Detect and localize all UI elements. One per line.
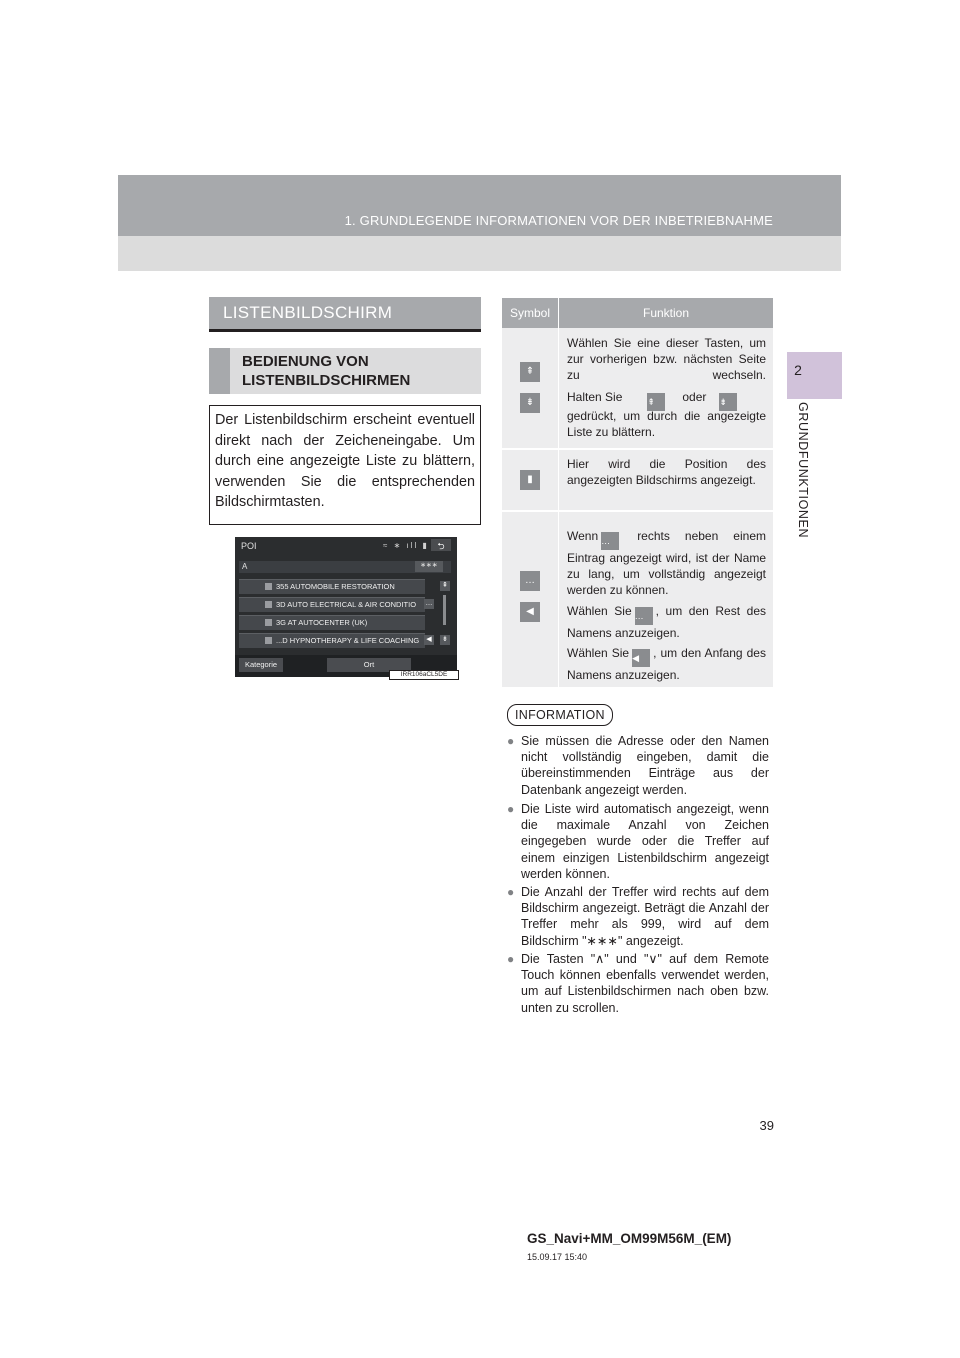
bullet-icon: ● (507, 952, 515, 966)
function-text-part: Wenn (567, 529, 599, 543)
function-text-part: Wählen Sie (567, 604, 632, 618)
subsection-title: BEDIENUNG VON LISTENBILDSCHIRMEN (242, 353, 411, 389)
list-item-text: 3D AUTO ELECTRICAL & AIR CONDITIO (276, 600, 417, 609)
page-down-icon: ⇟ (520, 393, 540, 413)
status-icons: ≈ ∗ ıll ▮ (383, 541, 429, 550)
column-symbol: Symbol (509, 306, 550, 320)
document-date: 15.09.17 15:40 (527, 1252, 588, 1262)
information-item (507, 951, 769, 1016)
list-item (239, 615, 425, 630)
page-up-icon: ⇞ (520, 362, 540, 382)
subsection-bar (209, 348, 230, 394)
page-down-icon: ⇟ (440, 635, 450, 645)
result-count: ∗∗∗ (415, 561, 443, 572)
information-item (507, 733, 769, 798)
page-number: 39 (759, 1118, 774, 1133)
poi-icon (265, 637, 272, 644)
function-text-part: oder (682, 390, 707, 404)
function-text-part: , um den Rest des Namens anzuzeigen. (567, 604, 766, 640)
table-row (502, 450, 773, 510)
column-function: Funktion (642, 306, 690, 320)
intro-text: Der Listenbildschirm erscheint eventuell direkt nach der Zeicheneingabe. Um durch eine angezeigte Liste zu blättern, verwenden Sie die entsprechenden Bildschirmtasten. (215, 412, 475, 510)
function-text-part: Halten Sie (567, 390, 623, 404)
information-text: Die Anzahl der Treffer wird rechts auf dem Bildschirm angezeigt. Beträgt die Anzahl der Treffer mehr als 999, wird auf dem Bildschirm "∗∗∗" angezeigt. (521, 885, 769, 948)
search-letter: A (242, 562, 248, 571)
bullet-icon: ● (507, 802, 515, 816)
list-item-text: ...D HYPNOTHERAPY & LIFE COACHING (276, 636, 420, 645)
function-text-part: rechts neben einem Eintrag angezeigt wird, ist der Name zu lang, um vollständig angezeigt werden zu können. (567, 529, 766, 597)
information-text: Sie müssen die Adresse oder den Namen nicht vollständig eingeben, damit die übereinstimmenden Einträge aus der Datenbank angezeigt werden. (521, 734, 769, 797)
function-text-part: Wählen Sie (567, 646, 630, 660)
list-header (239, 561, 451, 573)
symbol-cell (502, 512, 559, 687)
information-text: Die Tasten "∧" und "∨" auf dem Remote Touch können ebenfalls verwendet werden, um auf Listenbildschirmen nach oben bzw. unten zu scrollen. (521, 952, 769, 1015)
poi-icon (265, 583, 272, 590)
more-icon: … (425, 600, 433, 607)
category-button: Kategorie (239, 658, 283, 672)
scroll-position-icon (443, 595, 446, 625)
location-button: Ort (327, 658, 411, 672)
information-text: Die Liste wird automatisch angezeigt, wenn die maximale Anzahl von Zeichen eingegeben wurde oder die Treffer auf einem einzigen Listenbildschirm angezeigt werden können. (521, 802, 769, 881)
image-code: IRR106aCL5DE (389, 670, 459, 680)
back-to-start-icon: ◀ (424, 635, 434, 645)
bullet-icon: ● (507, 734, 515, 748)
list-item-text: 3G AT AUTOCENTER (UK) (276, 618, 368, 627)
more-icon: … (601, 532, 619, 550)
document-id: GS_Navi+MM_OM99M56M_(EM) (527, 1231, 732, 1246)
section-title-text: LISTENBILDSCHIRM (223, 303, 393, 322)
function-text (567, 528, 766, 598)
function-text (567, 645, 766, 683)
back-icon: ⮌ (431, 539, 451, 551)
bullet-icon: ● (507, 885, 515, 899)
symbol-cell (502, 328, 559, 448)
back-to-start-icon: ◀ (632, 649, 650, 667)
poi-icon (265, 619, 272, 626)
list-item (239, 579, 425, 594)
chapter-title: 1. GRUNDLEGENDE INFORMATIONEN VOR DER INBETRIEBNAHME (344, 213, 773, 228)
list-screen-screenshot (235, 537, 457, 677)
list-item (239, 597, 425, 612)
information-label: INFORMATION (507, 704, 613, 726)
page-up-icon: ⇞ (440, 581, 450, 591)
more-icon: … (635, 607, 653, 625)
chapter-number: 2 (794, 362, 802, 378)
more-icon: … (520, 571, 540, 591)
page-up-icon: ⇞ (647, 393, 665, 411)
list-item (239, 633, 425, 648)
function-text: gedrückt, um durch die angezeigte Liste zu blättern. (567, 409, 766, 439)
function-text: Hier wird die Position des angezeigten Bildschirms angezeigt. (567, 457, 766, 487)
function-text: Wählen Sie eine dieser Tasten, um zur vorherigen bzw. nächsten Seite zu wechseln. (567, 336, 766, 382)
poi-icon (265, 601, 272, 608)
table-row (502, 512, 773, 687)
table-row (502, 328, 773, 448)
function-text-part: , um den Anfang des Namens anzuzeigen. (567, 646, 766, 682)
scroll-position-icon: ▮ (520, 470, 540, 490)
back-to-start-icon: ◀ (520, 602, 540, 622)
screen-title: POI (241, 541, 257, 551)
information-item (507, 801, 769, 882)
chapter-label: GRUNDFUNKTIONEN (796, 402, 810, 539)
page-down-icon: ⇟ (719, 393, 737, 411)
information-item (507, 884, 769, 949)
table-header (502, 298, 773, 328)
list-item-text: 355 AUTOMOBILE RESTORATION (276, 582, 395, 591)
function-text (567, 603, 766, 641)
section-title (209, 297, 481, 332)
